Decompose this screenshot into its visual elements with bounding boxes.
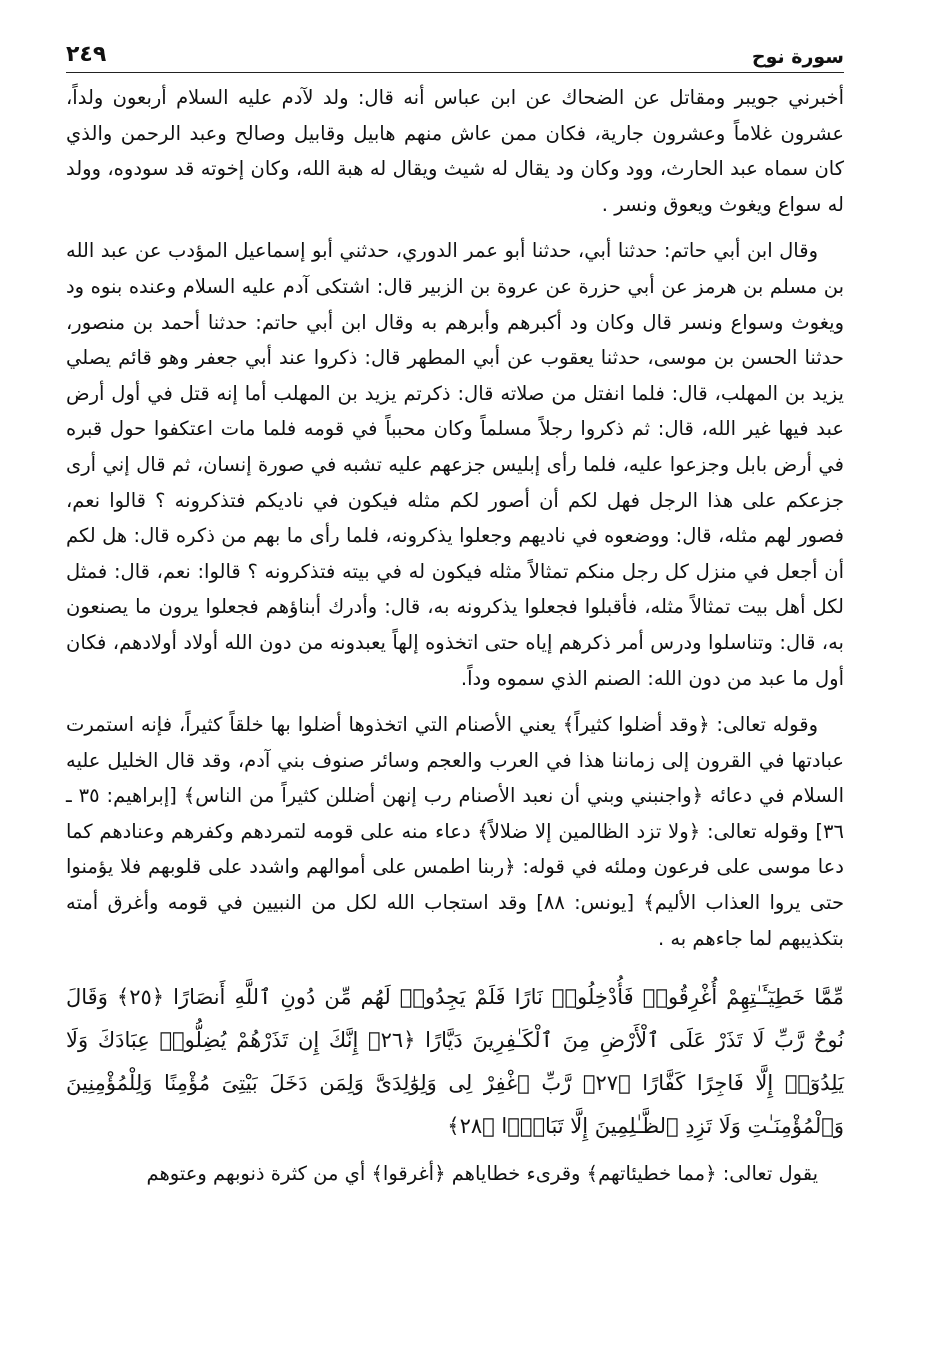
quran-verses: مِّمَّا خَطِيٓـَٔـٰتِهِمْ أُغْرِقُوا۟ فَأُدْخِلُوا۟ نَارًا فَلَمْ يَجِدُوا۟ لَهُم مِّن دُونِ ٱللَّهِ أَنصَارًا ﴿٢٥﴾ وَقَالَ نُوحٌ رَّبِّ لَا تَذَرْ عَلَى ٱلْأَرْضِ مِنَ ٱلْكَـٰفِرِينَ دَيَّارًا ﴿٢٦﴾ إِنَّكَ إِن تَذَرْهُمْ يُضِلُّوا۟ عِبَادَكَ وَلَا يَلِدُوٓا۟ إِلَّا فَاجِرًا كَفَّارًا ﴿٢٧﴾ رَّبِّ ٱغْفِرْ لِى وَلِوَٰلِدَىَّ وَلِمَن دَخَلَ بَيْتِىَ مُؤْمِنًا وَلِلْمُؤْمِنِينَ وَٱلْمُؤْمِنَـٰتِ وَلَا تَزِدِ ٱلظَّـٰلِمِينَ إِلَّا تَبَارًۢا ﴿٢٨﴾	[66, 985, 845, 1139]
closing-line: يقول تعالى: ﴿مما خطيئاتهم﴾ وقرىء خطاياهم ﴿أغرقوا﴾ أي من كثرة ذنوبهم وعتوهم	[146, 1162, 818, 1186]
paragraph-1: أخبرني جويبر ومقاتل عن الضحاك عن ابن عباس أنه قال: ولد لآدم عليه السلام أربعون ولداً، عشرون غلاماً وعشرون جارية، فكان ممن عاش منهم هابيل وقابيل وصالح وعبد الرحمن والذي كان سماه عبد الحارث، وود وكان ود يقال له شيث ويقال له هبة الله، وكان إخوته قد سودوه، وولد له سواع ويغوث ويعوق ونسر .	[66, 86, 844, 216]
page-body	[66, 80, 844, 1203]
page-number: ٢٤٩	[66, 42, 107, 67]
paragraph-3: وقوله تعالى: ﴿وقد أضلوا كثيراً﴾ يعني الأصنام التي اتخذوها أضلوا بها خلقاً كثيراً، فإنه استمرت عبادتها في القرون إلى زماننا هذا في العرب والعجم وسائر صنوف بني آدم، وقد قال الخليل عليه السلام في دعائه ﴿واجنبني وبني أن نعبد الأصنام رب إنهن أضللن كثيراً من الناس﴾ [إبراهيم: ٣٥ ـ ٣٦] وقوله تعالى: ﴿ولا تزد الظالمين إلا ضلالاً﴾ دعاء منه على قومه لتمردهم وكفرهم وعنادهم كما دعا موسى على فرعون وملئه في قوله: ﴿ربنا اطمس على أموالهم واشدد على قلوبهم فلا يؤمنوا حتى يروا العذاب الأليم﴾ [يونس: ٨٨] وقد استجاب الله لكل من النبيين في قومه وأغرق أمته بتكذيبهم لما جاءهم به .	[66, 713, 844, 950]
surah-title: سورة نوح	[751, 46, 844, 68]
paragraph-2: وقال ابن أبي حاتم: حدثنا أبي، حدثنا أبو عمر الدوري، حدثني أبو إسماعيل المؤدب عن عبد الله بن مسلم بن هرمز عن أبي حزرة عن عروة بن الزبير قال: اشتكى آدم عليه السلام وعنده بنوه ود ويغوث وسواع ونسر قال وكان ود أكبرهم وأبرهم به وقال ابن أبي حاتم: حدثنا أحمد بن منصور، حدثنا الحسن بن موسى، حدثنا يعقوب عن أبي المطهر قال: ذكروا عند أبي جعفر وهو قائم يصلي يزيد بن المهلب، قال: فلما انفتل من صلاته قال: ذكرتم يزيد بن المهلب أما إنه قتل في أول أرض عبد فيها غير الله، قال: ثم ذكروا رجلاً مسلماً وكان محبباً في قومه فلما مات اعتكفوا حول قبره في أرض بابل وجزعوا عليه، فلما رأى إبليس جزعهم عليه تشبه في صورة إنسان، ثم قال إني أرى جزعكم على هذا الرجل فهل لكم أن أصور لكم مثله فيكون في ناديكم فتذكرونه ؟ قالوا نعم، فصور لهم مثله، قال: ووضعوه في ناديهم وجعلوا يذكرونه، فلما رأى ما بهم من ذكره قال: هل لكم أن أجعل في منزل كل رجل منكم تمثالاً مثله فيكون له في بيته فتذكرونه ؟ قالوا: نعم، قال: فمثل لكل أهل بيت تمثالاً مثله، فأقبلوا فجعلوا يذكرونه به، قال: وأدرك أبناؤهم فجعلوا يرون ما يصنعون به، قال: وتناسلوا ودرس أمر ذكرهم إياه حتى اتخذوه إلهاً يعبدونه من دون الله أولاد أولادهم، فكان أول ما عبد من دون الله: الصنم الذي سموه وداً.	[66, 239, 844, 690]
page-header	[66, 40, 844, 73]
